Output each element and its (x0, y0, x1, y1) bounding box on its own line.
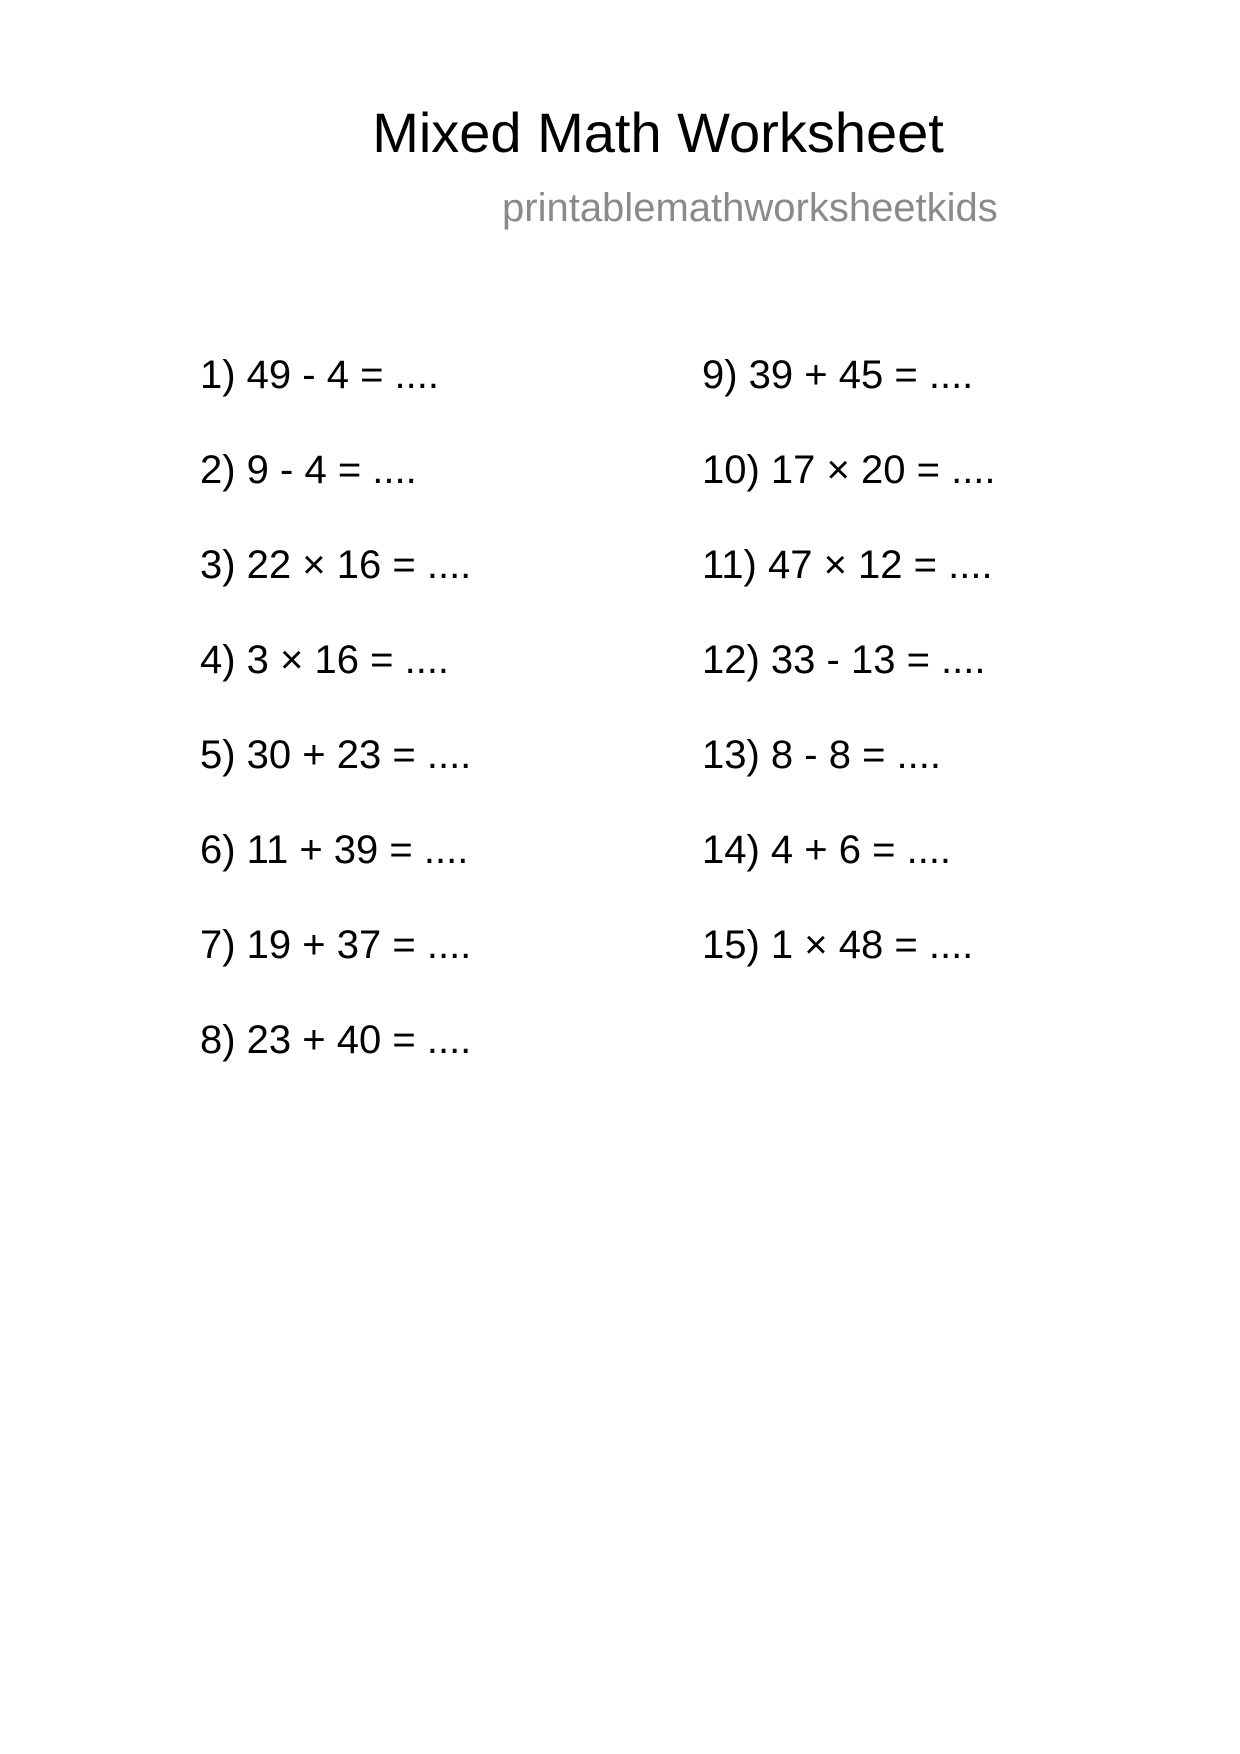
problem-14: 14) 4 + 6 = .... (702, 828, 952, 872)
problem-13: 13) 8 - 8 = .... (702, 733, 942, 777)
problem-9: 9) 39 + 45 = .... (702, 353, 974, 397)
source-label: printablemathworksheetkids (502, 186, 998, 230)
worksheet-title: Mixed Math Worksheet (372, 101, 944, 164)
problem-5: 5) 30 + 23 = .... (200, 733, 472, 777)
problem-12: 12) 33 - 13 = .... (702, 638, 986, 682)
problem-1: 1) 49 - 4 = .... (200, 353, 440, 397)
problem-11: 11) 47 × 12 = .... (702, 543, 993, 587)
problem-7: 7) 19 + 37 = .... (200, 923, 472, 967)
problem-4: 4) 3 × 16 = .... (200, 638, 450, 682)
problem-6: 6) 11 + 39 = .... (200, 828, 469, 872)
problem-3: 3) 22 × 16 = .... (200, 543, 472, 587)
problem-column-left (200, 350, 471, 1110)
problem-8: 8) 23 + 40 = .... (200, 1018, 472, 1062)
problem-column-right (702, 350, 996, 1015)
problem-2: 2) 9 - 4 = .... (200, 448, 417, 492)
problem-15: 15) 1 × 48 = .... (702, 923, 974, 967)
problem-10: 10) 17 × 20 = .... (702, 448, 996, 492)
